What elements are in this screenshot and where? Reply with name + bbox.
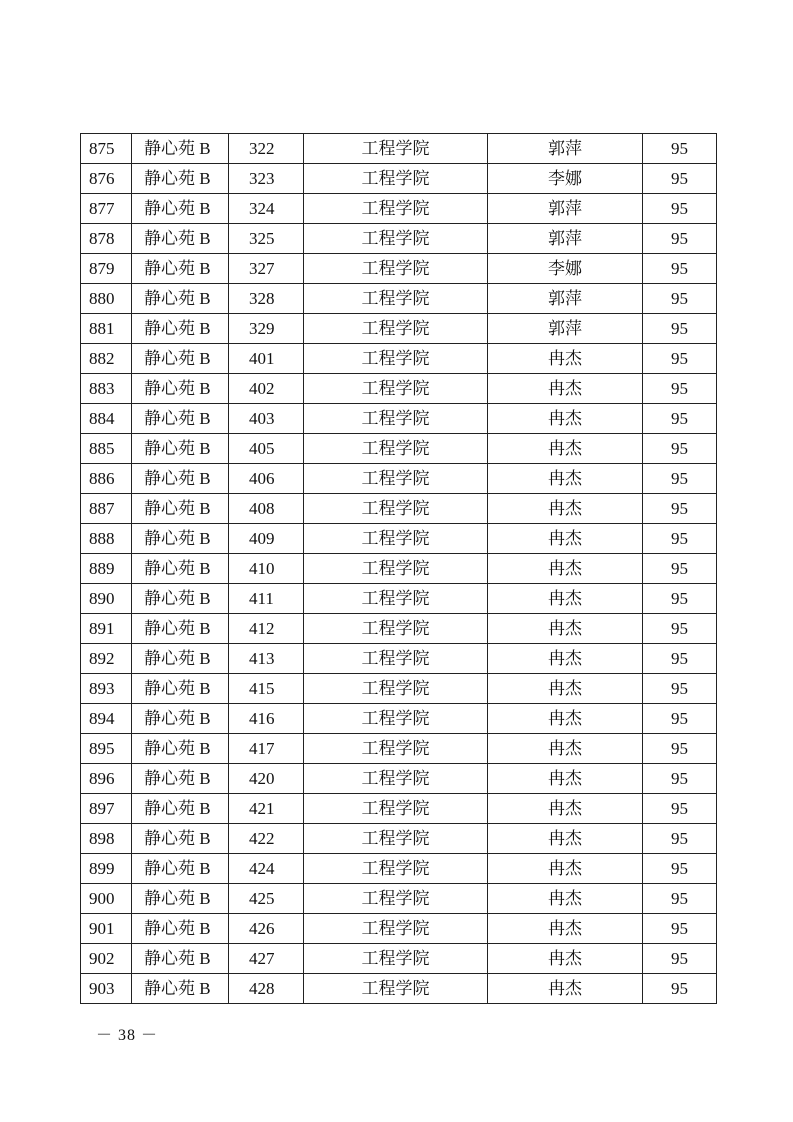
building-cell: 静心苑 B [132,614,229,644]
table-row [81,224,717,254]
score-cell: 95 [643,224,717,254]
college-cell: 工程学院 [304,974,488,1004]
college-cell: 工程学院 [304,644,488,674]
score-cell: 95 [643,134,717,164]
building-cell: 静心苑 B [132,884,229,914]
score-cell: 95 [643,404,717,434]
row-number-cell: 901 [81,914,132,944]
room-cell: 405 [229,434,304,464]
table-row [81,824,717,854]
score-cell: 95 [643,764,717,794]
row-number-cell: 890 [81,584,132,614]
score-cell: 95 [643,524,717,554]
college-cell: 工程学院 [304,344,488,374]
person-cell: 郭萍 [488,224,643,254]
score-cell: 95 [643,644,717,674]
building-cell: 静心苑 B [132,344,229,374]
row-number-cell: 902 [81,944,132,974]
room-cell: 403 [229,404,304,434]
row-number-cell: 875 [81,134,132,164]
row-number-cell: 903 [81,974,132,1004]
building-cell: 静心苑 B [132,854,229,884]
row-number-cell: 882 [81,344,132,374]
row-number-cell: 898 [81,824,132,854]
table-row [81,554,717,584]
room-cell: 422 [229,824,304,854]
score-cell: 95 [643,554,717,584]
college-cell: 工程学院 [304,464,488,494]
table-row [81,134,717,164]
college-cell: 工程学院 [304,764,488,794]
room-cell: 402 [229,374,304,404]
room-cell: 410 [229,554,304,584]
college-cell: 工程学院 [304,134,488,164]
row-number-cell: 900 [81,884,132,914]
college-cell: 工程学院 [304,314,488,344]
building-cell: 静心苑 B [132,284,229,314]
room-cell: 416 [229,704,304,734]
person-cell: 冉杰 [488,764,643,794]
score-cell: 95 [643,164,717,194]
building-cell: 静心苑 B [132,374,229,404]
building-cell: 静心苑 B [132,164,229,194]
college-cell: 工程学院 [304,194,488,224]
row-number-cell: 887 [81,494,132,524]
room-cell: 413 [229,644,304,674]
person-cell: 冉杰 [488,344,643,374]
row-number-cell: 889 [81,554,132,584]
person-cell: 冉杰 [488,734,643,764]
table-row [81,434,717,464]
table-row [81,524,717,554]
table-row [81,344,717,374]
room-cell: 420 [229,764,304,794]
person-cell: 冉杰 [488,554,643,584]
person-cell: 李娜 [488,254,643,284]
room-cell: 411 [229,584,304,614]
row-number-cell: 888 [81,524,132,554]
table-row [81,854,717,884]
score-cell: 95 [643,614,717,644]
person-cell: 郭萍 [488,194,643,224]
college-cell: 工程学院 [304,614,488,644]
table-row [81,644,717,674]
college-cell: 工程学院 [304,854,488,884]
score-cell: 95 [643,434,717,464]
building-cell: 静心苑 B [132,434,229,464]
person-cell: 冉杰 [488,524,643,554]
row-number-cell: 895 [81,734,132,764]
building-cell: 静心苑 B [132,524,229,554]
table-row [81,314,717,344]
row-number-cell: 879 [81,254,132,284]
table-row [81,374,717,404]
room-cell: 323 [229,164,304,194]
dorm-score-table-wrapper [80,133,716,1004]
table-row [81,164,717,194]
row-number-cell: 891 [81,614,132,644]
score-cell: 95 [643,254,717,284]
college-cell: 工程学院 [304,254,488,284]
row-number-cell: 893 [81,674,132,704]
person-cell: 郭萍 [488,284,643,314]
person-cell: 冉杰 [488,374,643,404]
building-cell: 静心苑 B [132,974,229,1004]
table-row [81,884,717,914]
row-number-cell: 881 [81,314,132,344]
room-cell: 408 [229,494,304,524]
score-cell: 95 [643,284,717,314]
row-number-cell: 896 [81,764,132,794]
building-cell: 静心苑 B [132,734,229,764]
room-cell: 329 [229,314,304,344]
score-cell: 95 [643,674,717,704]
building-cell: 静心苑 B [132,824,229,854]
room-cell: 412 [229,614,304,644]
score-cell: 95 [643,734,717,764]
building-cell: 静心苑 B [132,584,229,614]
table-row [81,254,717,284]
table-row [81,494,717,524]
building-cell: 静心苑 B [132,554,229,584]
person-cell: 冉杰 [488,974,643,1004]
college-cell: 工程学院 [304,434,488,464]
table-row [81,974,717,1004]
person-cell: 冉杰 [488,794,643,824]
table-body [81,134,717,1004]
person-cell: 冉杰 [488,464,643,494]
person-cell: 冉杰 [488,614,643,644]
room-cell: 328 [229,284,304,314]
person-cell: 冉杰 [488,824,643,854]
building-cell: 静心苑 B [132,794,229,824]
building-cell: 静心苑 B [132,944,229,974]
building-cell: 静心苑 B [132,704,229,734]
room-cell: 427 [229,944,304,974]
table-row [81,944,717,974]
college-cell: 工程学院 [304,584,488,614]
table-row [81,614,717,644]
college-cell: 工程学院 [304,734,488,764]
college-cell: 工程学院 [304,674,488,704]
row-number-cell: 884 [81,404,132,434]
room-cell: 421 [229,794,304,824]
college-cell: 工程学院 [304,824,488,854]
room-cell: 325 [229,224,304,254]
person-cell: 冉杰 [488,854,643,884]
college-cell: 工程学院 [304,554,488,584]
room-cell: 322 [229,134,304,164]
building-cell: 静心苑 B [132,644,229,674]
room-cell: 401 [229,344,304,374]
person-cell: 冉杰 [488,674,643,704]
building-cell: 静心苑 B [132,464,229,494]
score-cell: 95 [643,464,717,494]
table-row [81,584,717,614]
score-cell: 95 [643,194,717,224]
person-cell: 冉杰 [488,404,643,434]
row-number-cell: 892 [81,644,132,674]
table-row [81,794,717,824]
room-cell: 426 [229,914,304,944]
room-cell: 327 [229,254,304,284]
table-row [81,404,717,434]
college-cell: 工程学院 [304,494,488,524]
college-cell: 工程学院 [304,884,488,914]
score-cell: 95 [643,704,717,734]
building-cell: 静心苑 B [132,224,229,254]
building-cell: 静心苑 B [132,914,229,944]
row-number-cell: 877 [81,194,132,224]
score-cell: 95 [643,794,717,824]
building-cell: 静心苑 B [132,254,229,284]
college-cell: 工程学院 [304,224,488,254]
college-cell: 工程学院 [304,794,488,824]
person-cell: 冉杰 [488,884,643,914]
row-number-cell: 894 [81,704,132,734]
room-cell: 428 [229,974,304,1004]
person-cell: 冉杰 [488,644,643,674]
row-number-cell: 899 [81,854,132,884]
room-cell: 409 [229,524,304,554]
table-row [81,914,717,944]
college-cell: 工程学院 [304,164,488,194]
college-cell: 工程学院 [304,374,488,404]
room-cell: 415 [229,674,304,704]
college-cell: 工程学院 [304,914,488,944]
row-number-cell: 878 [81,224,132,254]
table-row [81,764,717,794]
building-cell: 静心苑 B [132,134,229,164]
score-cell: 95 [643,494,717,524]
score-cell: 95 [643,914,717,944]
college-cell: 工程学院 [304,524,488,554]
score-cell: 95 [643,344,717,374]
table-row [81,674,717,704]
room-cell: 425 [229,884,304,914]
row-number-cell: 897 [81,794,132,824]
row-number-cell: 876 [81,164,132,194]
table-row [81,284,717,314]
college-cell: 工程学院 [304,404,488,434]
score-cell: 95 [643,884,717,914]
table-row [81,704,717,734]
score-cell: 95 [643,584,717,614]
building-cell: 静心苑 B [132,674,229,704]
room-cell: 406 [229,464,304,494]
person-cell: 郭萍 [488,314,643,344]
person-cell: 冉杰 [488,704,643,734]
person-cell: 冉杰 [488,584,643,614]
score-cell: 95 [643,854,717,884]
table-row [81,194,717,224]
person-cell: 冉杰 [488,914,643,944]
college-cell: 工程学院 [304,944,488,974]
row-number-cell: 885 [81,434,132,464]
row-number-cell: 880 [81,284,132,314]
person-cell: 李娜 [488,164,643,194]
score-cell: 95 [643,824,717,854]
person-cell: 郭萍 [488,134,643,164]
college-cell: 工程学院 [304,284,488,314]
score-cell: 95 [643,314,717,344]
building-cell: 静心苑 B [132,194,229,224]
row-number-cell: 883 [81,374,132,404]
page-number: － 38 － [96,1027,159,1044]
table-row [81,464,717,494]
building-cell: 静心苑 B [132,494,229,524]
score-cell: 95 [643,944,717,974]
building-cell: 静心苑 B [132,314,229,344]
person-cell: 冉杰 [488,434,643,464]
dorm-score-table [80,133,717,1004]
building-cell: 静心苑 B [132,764,229,794]
room-cell: 424 [229,854,304,884]
college-cell: 工程学院 [304,704,488,734]
person-cell: 冉杰 [488,944,643,974]
row-number-cell: 886 [81,464,132,494]
table-row [81,734,717,764]
score-cell: 95 [643,974,717,1004]
room-cell: 324 [229,194,304,224]
score-cell: 95 [643,374,717,404]
room-cell: 417 [229,734,304,764]
person-cell: 冉杰 [488,494,643,524]
building-cell: 静心苑 B [132,404,229,434]
